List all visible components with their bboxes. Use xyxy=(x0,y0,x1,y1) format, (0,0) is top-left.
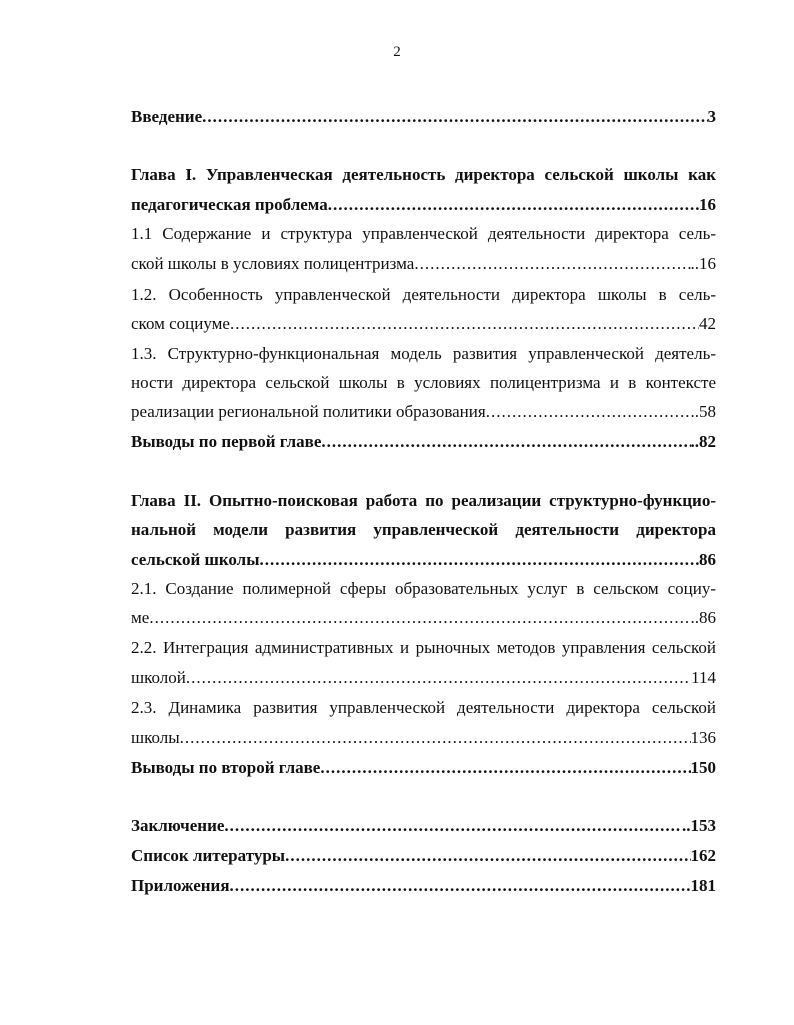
toc-title: ском социуме xyxy=(131,314,230,333)
toc-entry-conclusion xyxy=(131,815,716,837)
toc-chapter-2-heading-line2: нальной модели развития управленческой деятельности директора xyxy=(131,520,716,539)
toc-section-1-2-line1: 1.2. Особенность управленческой деятельности директора школы в сель- xyxy=(131,285,716,304)
toc-leader xyxy=(230,875,691,897)
toc-entry-references xyxy=(131,845,716,867)
toc-entry-chapter-1-conclusions xyxy=(131,431,716,453)
toc-entry-chapter-2 xyxy=(131,549,716,571)
toc-title: ской школы в условиях полицентризма xyxy=(131,254,415,273)
toc-title: Заключение xyxy=(131,816,225,835)
toc-leader xyxy=(186,667,691,689)
toc-entry-section-1-2 xyxy=(131,313,716,335)
toc-page: ..16 xyxy=(690,254,716,273)
toc-page: ..153 xyxy=(682,816,716,835)
toc-title: Выводы по первой главе xyxy=(131,432,322,451)
toc-page: 16 xyxy=(699,195,716,214)
toc-title: школы xyxy=(131,728,180,747)
toc-entry-section-2-1 xyxy=(131,607,716,629)
toc-entry-section-1-3 xyxy=(131,401,716,423)
toc-section-1-1-line1: 1.1 Содержание и структура управленческой деятельности директора сель- xyxy=(131,224,716,243)
toc-entry-chapter-1 xyxy=(131,194,716,216)
toc-entry-section-2-3 xyxy=(131,727,716,749)
toc-entry-section-1-1 xyxy=(131,253,716,275)
toc-leader xyxy=(149,607,690,629)
toc-title: школой xyxy=(131,668,186,687)
toc-leader xyxy=(180,727,691,749)
toc-entry-chapter-2-conclusions xyxy=(131,757,716,779)
toc-page: ..86 xyxy=(690,608,716,627)
toc-section-2-1-line1: 2.1. Создание полимерной сферы образовательных услуг в сельском социу- xyxy=(131,579,716,598)
toc-title: ме xyxy=(131,608,150,627)
toc-page: 136 xyxy=(690,728,716,747)
toc-leader xyxy=(328,194,699,216)
page-number: 2 xyxy=(393,44,401,60)
toc-page: ..58 xyxy=(690,402,716,421)
toc-leader xyxy=(414,253,690,275)
toc-title: Приложения xyxy=(131,876,230,895)
toc-title: Выводы по второй главе xyxy=(131,758,321,777)
toc-leader xyxy=(285,845,690,867)
toc-title: Список литературы xyxy=(131,846,286,865)
toc-title: Введение xyxy=(131,107,203,126)
toc-leader xyxy=(321,431,690,453)
toc-entry-appendices xyxy=(131,875,716,897)
toc-page: 3 xyxy=(707,107,716,126)
toc-section-2-3-line1: 2.3. Динамика развития управленческой деятельности директора сельской xyxy=(131,698,716,717)
toc-leader xyxy=(320,757,690,779)
toc-page: 86 xyxy=(699,550,716,569)
toc-title: сельской школы xyxy=(131,550,260,569)
toc-title: педагогическая проблема xyxy=(131,195,328,214)
toc-chapter-1-heading: Глава I. Управленческая деятельность директора сельской школы как xyxy=(131,165,716,184)
toc-page: 114 xyxy=(691,668,716,687)
toc-entry-intro xyxy=(131,106,716,128)
toc-page: 162 xyxy=(690,846,716,865)
toc-leader xyxy=(202,106,707,128)
toc-page: 42 xyxy=(699,314,716,333)
toc-page: 181 xyxy=(690,876,716,895)
toc-entry-section-2-2 xyxy=(131,667,716,689)
toc-page: ..82 xyxy=(690,432,716,451)
toc-chapter-2-heading-line1: Глава II. Опытно-поисковая работа по реализации структурно-функцио- xyxy=(131,491,716,510)
toc-title: реализации региональной политики образования xyxy=(131,402,486,421)
toc-page: 150 xyxy=(690,758,716,777)
toc-leader xyxy=(230,313,699,335)
toc-leader xyxy=(224,815,682,837)
toc-section-2-2-line1: 2.2. Интеграция административных и рыночных методов управления сельской xyxy=(131,638,716,657)
toc-leader xyxy=(486,401,691,423)
toc-leader xyxy=(260,549,700,571)
toc-section-1-3-line1: 1.3. Структурно-функциональная модель развития управленческой деятель- xyxy=(131,344,716,363)
toc-section-1-3-line2: ности директора сельской школы в условиях полицентризма и в контексте xyxy=(131,373,716,392)
